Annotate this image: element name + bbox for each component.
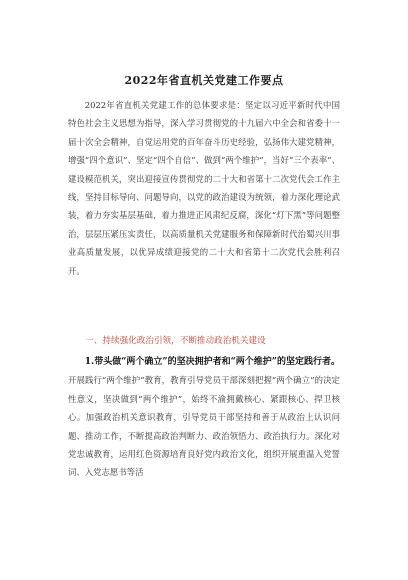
section-heading: 一、持续强化政治引领，不断推动政治机关建设 xyxy=(85,336,266,346)
item1-paragraph xyxy=(68,352,340,482)
document-title: 2022年省直机关党建工作要点 xyxy=(124,74,284,87)
item1-body: 开展践行“两个维护”教育，教育引导党员干部深刻把握“两个确立”的决定性意义，坚决做到“两个维护”，始终不渝拥戴核心、紧跟核心、捍卫核心。加强政治机关意识教育，引导党员干部坚持和善于从政治上认识问题、推动工作，不断提高政治判断力、政治领悟力、政治执行力。深化对党忠诚教育，运用红色资源培育良好党内政治文化，组织开展重温入党誓词、入党志愿书等活 xyxy=(68,375,340,478)
intro-paragraph: 2022年省直机关党建工作的总体要求是：坚定以习近平新时代中国特色社会主义思想为指导，深入学习贯彻党的十九届六中全会和省委十一届十次全会精神，自觉运用党的百年奋斗历史经验，弘扬伟大建党精神，增强“四个意识”、坚定“四个自信”、做到“两个维护”，当好“三个表率”、建设模范机关，突出迎接宣传贯彻党的二十大和省第十二次党代会工作主线，坚持目标导向、问题导向，以党的政治建设为统领，着力深化理论武装，着力夯实基层基础，着力推进正风肃纪反腐，深化“灯下黑”等问题整治，层层压紧压实责任，以高质量机关党建服务和保障新时代治蜀兴川事业高质量发展，以优异成绩迎接党的二十大和省第十二次党代会胜利召开。 xyxy=(68,100,340,276)
item1-lead: 1.带头做“两个确立”的坚决拥护者和“两个维护”的坚定践行者。 xyxy=(84,357,340,367)
